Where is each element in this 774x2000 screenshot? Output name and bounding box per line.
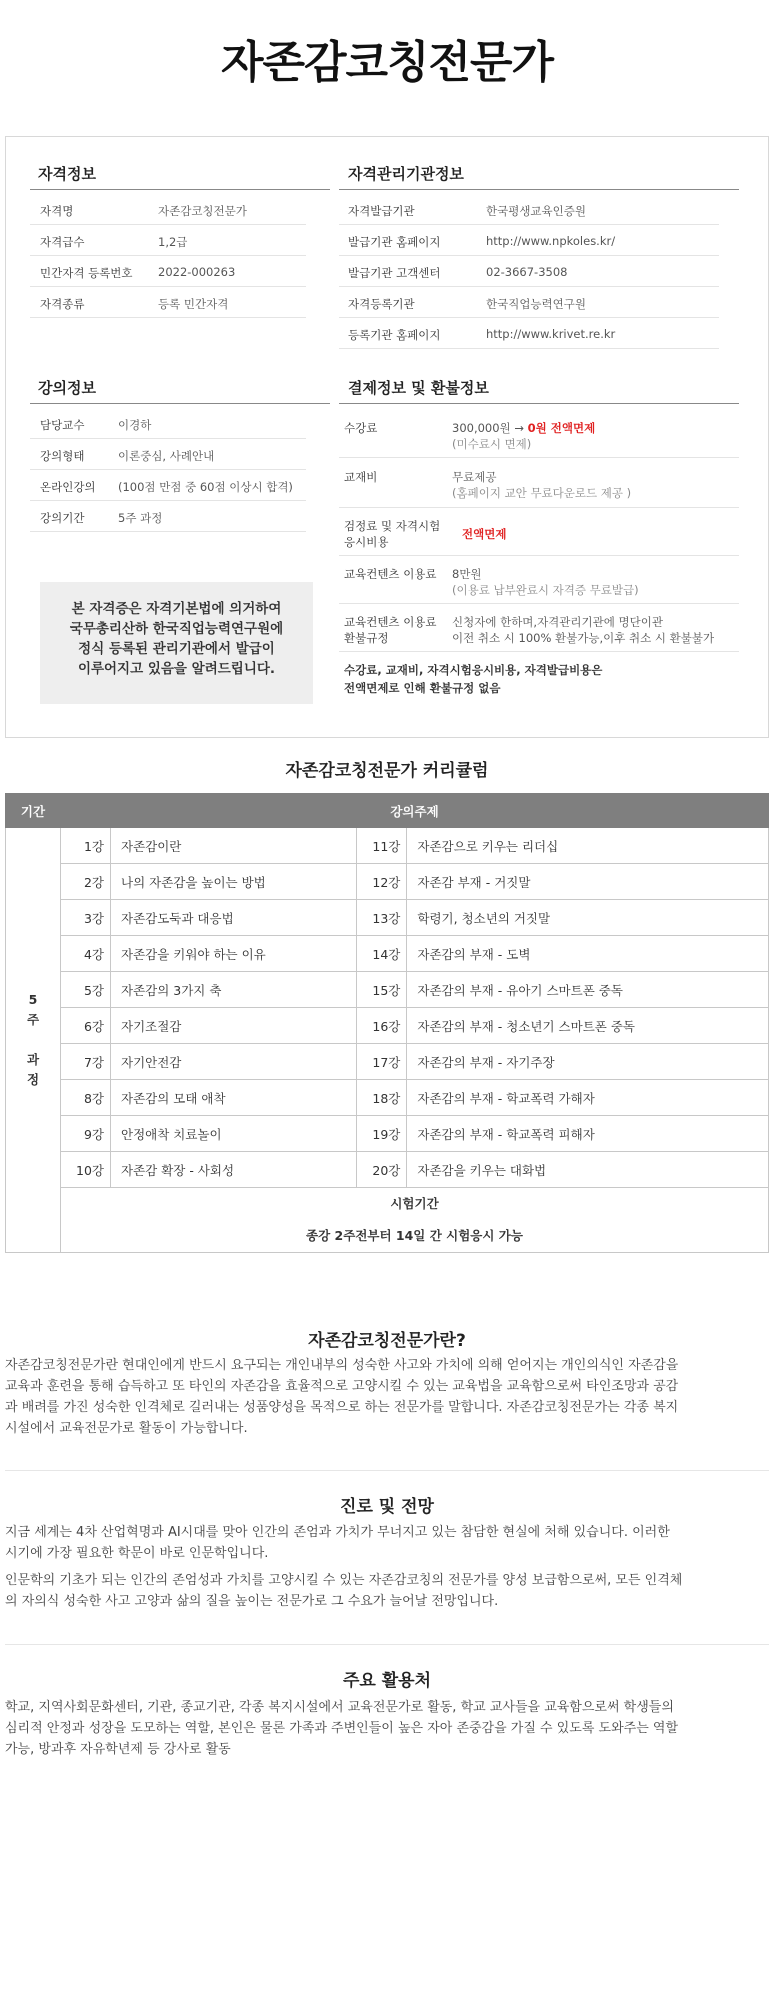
lecture-topic: 자존감의 부재 - 청소년기 스마트폰 중독 (407, 1008, 769, 1044)
divider (30, 189, 330, 190)
lecture-topic: 자기조절감 (111, 1008, 357, 1044)
table-row (6, 900, 769, 936)
lecture-topic: 자존감 확장 - 사회성 (111, 1152, 357, 1188)
payment-info-heading: 결제정보 및 환불정보 (348, 379, 489, 397)
row-label: 발급기관 홈페이지 (348, 235, 441, 249)
fee-label: 수강료 (344, 421, 378, 435)
divider (30, 403, 330, 404)
curriculum-table (5, 793, 769, 1253)
row-divider (30, 531, 306, 532)
curriculum-title: 자존감코칭전문가 커리큘럼 (285, 761, 489, 781)
refund-label-2: 환불규정 (344, 631, 389, 645)
fee-note: (미수료시 면제) (452, 437, 532, 451)
row-label: 온라인강의 (40, 480, 96, 494)
lecture-topic: 자존감의 모태 애착 (111, 1080, 357, 1116)
outlook-title: 진로 및 전망 (340, 1497, 434, 1517)
lecture-topic: 자존감의 부재 - 학교폭력 피해자 (407, 1116, 769, 1152)
divider (5, 1470, 769, 1471)
usage-line: 학교, 지역사회문화센터, 기관, 종교기관, 각종 복지시설에서 교육전문가로 활동, 학교 교사들을 교육함으로써 학생들의 (5, 1700, 674, 1715)
row-divider (30, 286, 306, 287)
outlook-line: 의 자의식 성숙한 사고 고양과 삶의 질을 높이는 전문가로 그 수요가 늘어날 전망입니다. (5, 1594, 499, 1609)
content-fee-note: (이용료 납부완료시 자격증 무료발급) (452, 583, 639, 597)
period-char: 5 (28, 992, 38, 1007)
row-divider (30, 224, 306, 225)
row-value: 등록 민간자격 (158, 297, 229, 311)
lecture-topic: 자존감 부재 - 거짓말 (407, 864, 769, 900)
lecture-number: 9강 (61, 1116, 111, 1152)
row-value: 한국평생교육인증원 (486, 204, 586, 218)
col-topic-header: 강의주제 (61, 794, 769, 828)
notice-line: 국무총리산하 한국직업능력연구원에 (69, 621, 284, 637)
table-row (6, 1152, 769, 1188)
row-value: 02-3667-3508 (486, 265, 568, 279)
lecture-topic: 자존감의 3가지 축 (111, 972, 357, 1008)
row-divider (339, 286, 719, 287)
exam-title: 시험기간 (390, 1196, 439, 1211)
lecture-number: 13강 (357, 900, 407, 936)
lecture-topic: 학령기, 청소년의 거짓말 (407, 900, 769, 936)
lecture-number: 1강 (61, 828, 111, 864)
usage-line: 가능, 방과후 자유학년제 등 강사로 활동 (5, 1742, 231, 1757)
usage-title: 주요 활용처 (342, 1671, 432, 1691)
row-value: (100점 만점 중 60점 이상시 합격) (118, 480, 293, 494)
row-label: 자격발급기관 (348, 204, 415, 218)
row-label: 자격등록기관 (348, 297, 415, 311)
lecture-number: 6강 (61, 1008, 111, 1044)
about-line: 시설에서 교육전문가로 활동이 가능합니다. (5, 1421, 248, 1436)
period-char: 정 (26, 1072, 40, 1087)
lecture-number: 15강 (357, 972, 407, 1008)
about-text (5, 1355, 769, 1439)
row-value: 5주 과정 (118, 511, 163, 525)
about-line: 과 배려를 가진 성숙한 인격체로 길러내는 성품양성을 목적으로 하는 전문가를 말합니다. 자존감코칭전문가는 각종 복지 (5, 1400, 679, 1415)
row-value: http://www.npkoles.kr/ (486, 234, 616, 248)
row-divider (30, 255, 306, 256)
period-char: 과 (26, 1052, 40, 1067)
lecture-number: 11강 (357, 828, 407, 864)
lecture-topic: 자존감의 부재 - 자기주장 (407, 1044, 769, 1080)
outlook-text-1 (5, 1522, 769, 1564)
outlook-text-2 (5, 1570, 769, 1612)
row-label: 등록기관 홈페이지 (348, 328, 441, 342)
row-value: 2022-000263 (158, 265, 236, 279)
row-divider (339, 603, 739, 604)
table-row (6, 1044, 769, 1080)
fee-free: 0원 전액면제 (527, 421, 596, 435)
exam-row (6, 1188, 769, 1253)
lecture-topic: 나의 자존감을 높이는 방법 (111, 864, 357, 900)
lecture-number: 16강 (357, 1008, 407, 1044)
col-period-header: 기간 (6, 794, 61, 828)
agency-info-heading: 자격관리기관정보 (348, 165, 464, 183)
usage-text (5, 1697, 769, 1760)
period-cell (6, 828, 61, 1253)
row-value: 1,2급 (158, 235, 188, 249)
lecture-number: 19강 (357, 1116, 407, 1152)
row-label: 민간자격 등록번호 (40, 266, 133, 280)
refund-footer-1: 수강료, 교재비, 자격시험응시비용, 자격발급비용은 (344, 663, 603, 677)
row-label: 자격종류 (40, 297, 85, 311)
lecture-number: 2강 (61, 864, 111, 900)
lecture-number: 4강 (61, 936, 111, 972)
refund-label-1: 교육컨텐츠 이용료 (344, 615, 437, 629)
table-row (6, 1008, 769, 1044)
table-row (6, 936, 769, 972)
lecture-topic: 안정애착 치료놀이 (111, 1116, 357, 1152)
exam-fee-label-2: 응시비용 (344, 535, 389, 549)
usage-line: 심리적 안정과 성장을 도모하는 역할, 본인은 물론 가족과 주변인들이 높은 자아 존중감을 가질 수 있도록 도와주는 역할 (5, 1721, 679, 1736)
divider (5, 1644, 769, 1645)
lecture-topic: 자존감의 부재 - 유아기 스마트폰 중독 (407, 972, 769, 1008)
row-divider (339, 317, 719, 318)
material-value: 무료제공 (452, 470, 497, 484)
row-value: http://www.krivet.re.kr (486, 327, 616, 341)
material-label: 교재비 (344, 470, 378, 484)
lecture-number: 12강 (357, 864, 407, 900)
content-fee-label: 교육컨텐츠 이용료 (344, 567, 437, 581)
refund-footer-2: 전액면제로 인해 환불규정 없음 (344, 681, 501, 695)
row-divider (30, 438, 306, 439)
lecture-number: 8강 (61, 1080, 111, 1116)
row-divider (339, 457, 739, 458)
row-divider (339, 507, 739, 508)
notice-line: 본 자격증은 자격기본법에 의거하여 (71, 601, 282, 617)
outlook-line: 지금 세계는 4차 산업혁명과 AI시대를 맞아 인간의 존엄과 가치가 무너지고 있는 참담한 현실에 처해 있습니다. 이러한 (5, 1525, 670, 1540)
lecture-topic: 자존감을 키우는 대화법 (407, 1152, 769, 1188)
lecture-number: 7강 (61, 1044, 111, 1080)
about-line: 자존감코칭전문가란 현대인에게 반드시 요구되는 개인내부의 성숙한 사고와 가치에 의해 얻어지는 개인의식인 자존감을 (5, 1358, 679, 1373)
lecture-number: 14강 (357, 936, 407, 972)
lecture-topic: 자존감의 부재 - 도벽 (407, 936, 769, 972)
page-title: 자존감코칭전문가 (220, 37, 554, 88)
row-label: 담당교수 (40, 418, 85, 432)
row-divider (339, 555, 739, 556)
row-value: 이경하 (118, 418, 152, 432)
table-row (6, 828, 769, 864)
refund-value-1: 신청자에 한하며,자격관리기관에 명단이관 (452, 615, 663, 629)
divider (339, 403, 739, 404)
lecture-number: 3강 (61, 900, 111, 936)
notice-line: 정식 등록된 관리기관에서 발급이 (78, 641, 275, 657)
period-char: 주 (26, 1012, 40, 1027)
about-title: 자존감코칭전문가란? (308, 1331, 466, 1351)
table-row (6, 1080, 769, 1116)
about-line: 교육과 훈련을 통해 습득하고 또 타인의 자존감을 효율적으로 고양시킬 수 있는 교육법을 교육함으로써 타인조망과 공감 (5, 1379, 679, 1394)
divider (339, 189, 739, 190)
row-divider (339, 255, 719, 256)
fee-value: 300,000원 → 0원 전액면제 (452, 421, 596, 435)
period-char (6, 1030, 60, 1050)
refund-value-2: 이전 취소 시 100% 환불가능,이후 취소 시 환불불가 (452, 631, 715, 645)
row-label: 강의기간 (40, 511, 85, 525)
row-divider (30, 317, 306, 318)
lecture-topic: 자기안전감 (111, 1044, 357, 1080)
lecture-info-heading: 강의정보 (38, 379, 96, 397)
table-row (6, 864, 769, 900)
lecture-topic: 자존감이란 (111, 828, 357, 864)
row-divider (339, 651, 739, 652)
exam-fee-value: 전액면제 (462, 527, 507, 541)
info-box (5, 136, 769, 738)
row-value: 한국직업능력연구원 (486, 297, 586, 311)
exam-fee-label-1: 검정료 및 자격시험 (344, 519, 441, 533)
row-divider (339, 224, 719, 225)
notice-line: 이루어지고 있음을 알려드립니다. (77, 661, 276, 677)
lecture-number: 18강 (357, 1080, 407, 1116)
row-divider (30, 500, 306, 501)
exam-cell (61, 1188, 769, 1253)
outlook-line: 인문학의 기초가 되는 인간의 존엄성과 가치를 고양시킬 수 있는 자존감코칭의 전문가를 양성 보급함으로써, 모든 인격체 (5, 1573, 683, 1588)
exam-description: 종강 2주전부터 14일 간 시험응시 가능 (306, 1228, 523, 1243)
row-divider (30, 469, 306, 470)
row-label: 자격명 (40, 204, 74, 218)
lecture-topic: 자존감의 부재 - 학교폭력 가해자 (407, 1080, 769, 1116)
lecture-number: 10강 (61, 1152, 111, 1188)
lecture-number: 17강 (357, 1044, 407, 1080)
row-label: 자격급수 (40, 235, 85, 249)
row-value: 이론중심, 사례안내 (118, 449, 215, 463)
lecture-number: 20강 (357, 1152, 407, 1188)
lecture-topic: 자존감도둑과 대응법 (111, 900, 357, 936)
row-label: 발급기관 고객센터 (348, 266, 441, 280)
table-row (6, 1116, 769, 1152)
row-divider (339, 348, 719, 349)
content-fee-value: 8만원 (452, 567, 482, 581)
row-value: 자존감코칭전문가 (158, 204, 247, 218)
table-row (6, 972, 769, 1008)
lecture-number: 5강 (61, 972, 111, 1008)
lecture-topic: 자존감을 키워야 하는 이유 (111, 936, 357, 972)
material-note: (홈페이지 교안 무료다운로드 제공 ) (452, 486, 632, 500)
legal-notice (40, 582, 313, 704)
row-label: 강의형태 (40, 449, 85, 463)
license-info-heading: 자격정보 (38, 165, 96, 183)
lecture-topic: 자존감으로 키우는 리더십 (407, 828, 769, 864)
outlook-line: 시기에 가장 필요한 학문이 바로 인문학입니다. (5, 1546, 269, 1561)
